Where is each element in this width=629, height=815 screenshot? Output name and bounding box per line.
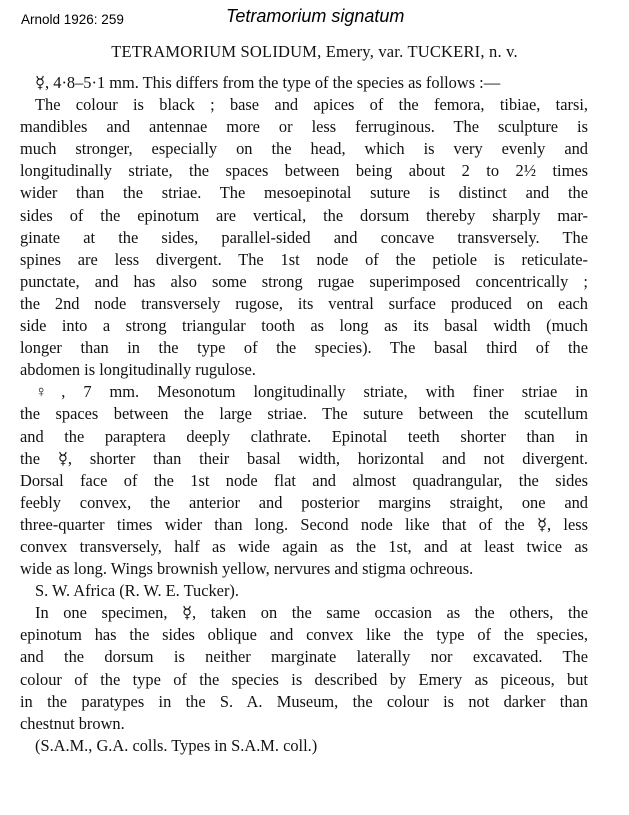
text-line: punctate, and has also some strong rugae superimposed concentrically ; bbox=[20, 271, 588, 291]
page-header bbox=[0, 0, 629, 34]
text-line: Dorsal face of the 1st node flat and almost quadrangular, the sides bbox=[20, 470, 588, 490]
text-line: abdomen is longitudinally rugulose. bbox=[20, 360, 256, 380]
text-line: longer than in the type of the species). The basal third of the bbox=[20, 338, 588, 358]
text-line: epinotum has the sides oblique and convex like the type of the species, bbox=[20, 625, 588, 645]
text-line: sides of the epinotum are vertical, the dorsum thereby sharply mar- bbox=[20, 205, 588, 225]
text-line: (S.A.M., G.A. colls. Types in S.A.M. coll.) bbox=[35, 735, 318, 755]
text-line: longitudinally striate, the spaces between being about 2 to 2½ times bbox=[20, 161, 588, 181]
text-line: ginate at the sides, parallel-sided and concave transversely. The bbox=[20, 227, 588, 247]
text-line: colour of the type of the species is described by Emery as piceous, but bbox=[20, 669, 588, 689]
text-line: S. W. Africa (R. W. E. Tucker). bbox=[35, 581, 239, 601]
text-line: The colour is black ; base and apices of the femora, tibiae, tarsi, bbox=[35, 95, 588, 115]
text-line: and the dorsum is neither marginate laterally nor excavated. The bbox=[20, 647, 588, 667]
text-line: wider than the striae. The mesoepinotal suture is distinct and the bbox=[20, 183, 588, 203]
text-line: In one specimen, ☿, taken on the same occasion as the others, the bbox=[35, 603, 588, 623]
text-line: in the paratypes in the S. A. Museum, the colour is not darker than bbox=[20, 691, 588, 711]
text-line: and the paraptera deeply clathrate. Epinotal teeth shorter than in bbox=[20, 426, 588, 446]
text-line: ☿, 4·8–5·1 mm. This differs from the type of the species as follows :— bbox=[35, 73, 501, 92]
text-line: much stronger, especially on the head, which is very evenly and bbox=[20, 139, 588, 159]
text-line: the 2nd node transversely rugose, its ventral surface produced on each bbox=[20, 293, 588, 313]
text-line: wide as long. Wings brownish yellow, nervures and stigma ochreous. bbox=[20, 559, 474, 579]
text-line: three-quarter times wider than long. Second node like that of the ☿, less bbox=[20, 514, 588, 534]
citation-label: Arnold 1926: 259 bbox=[21, 12, 124, 27]
text-line: chestnut brown. bbox=[20, 713, 125, 733]
text-line: side into a strong triangular tooth as long as its basal width (much bbox=[20, 316, 588, 336]
text-line: feebly convex, the anterior and posterior margins straight, one and bbox=[20, 492, 588, 512]
text-line: spines are less divergent. The 1st node of the petiole is reticulate- bbox=[20, 249, 588, 269]
text-line: the ☿, shorter than their basal width, horizontal and not divergent. bbox=[20, 448, 588, 468]
text-line: the spaces between the large striae. The suture between the scutellum bbox=[20, 404, 588, 424]
text-line: mandibles and antennae more or less ferruginous. The sculpture is bbox=[20, 117, 588, 137]
species-heading: Tetramorium signatum bbox=[226, 6, 405, 26]
taxon-title: TETRAMORIUM SOLIDUM, Emery, var. TUCKERI, n. v. bbox=[111, 42, 518, 61]
text-line: convex transversely, half as wide again as the 1st, and at least twice as bbox=[20, 536, 588, 556]
description-text bbox=[20, 72, 588, 757]
text-line: ♀, 7 mm. Mesonotum longitudinally striate, with finer striae in bbox=[35, 382, 588, 402]
